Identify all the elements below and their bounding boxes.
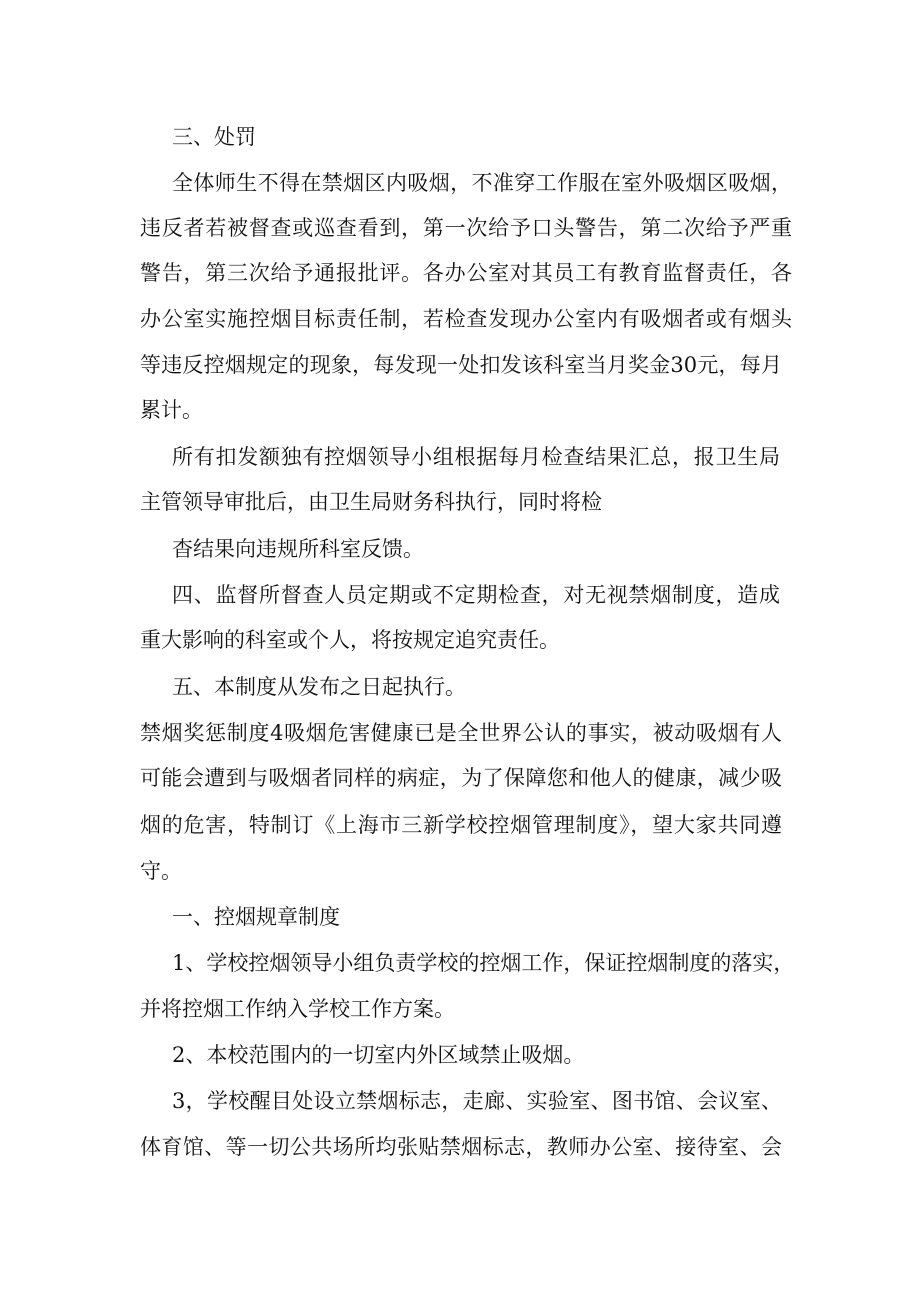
paragraph-line: 主管领导审批后，由卫生局财务科执行，同时将检 — [140, 490, 602, 514]
paragraph-line: 杳结果向违规所科室反馈。 — [172, 537, 424, 561]
paragraph-line: 1、学校控烟领导小组负责学校的控烟工作，保证控烟制度的落实， — [172, 951, 795, 975]
paragraph-line: 2、本校范围内的一切室内外区域禁止吸烟。 — [172, 1043, 585, 1067]
paragraph-line: 3，学校醒目处设立禁烟标志，走廊、实验室、图书馆、会议室、 — [172, 1089, 782, 1113]
paragraph-line: 警告，第三次给予通报批评。各办公室对其员工有教育监督责任，各 — [140, 261, 792, 285]
paragraph-line: 烟的危害，特制订《上海市三新学校控烟管理制度》，望大家共同遵 — [140, 813, 782, 837]
paragraph-line: 等违反控烟规定的现象，每发现一处扣发该科室当月奖金30元，每月 — [140, 353, 782, 377]
paragraph-line: 五、本制度从发布之日起执行。 — [172, 675, 466, 699]
paragraph-line: 禁烟奖惩制度4吸烟危害健康已是全世界公认的事实，被动吸烟有人 — [140, 721, 782, 745]
paragraph-line: 体育馆、等一切公共场所均张贴禁烟标志，教师办公室、接待室、会 — [140, 1135, 782, 1159]
paragraph-line: 所有扣发额独有控烟领导小组根据每月检查结果汇总，报卫生局 — [172, 445, 780, 469]
paragraph-line: 四、监督所督查人员定期或不定期检查，对无视禁烟制度，造成 — [172, 583, 780, 607]
paragraph-line: 守。 — [140, 859, 182, 883]
paragraph-line: 累计。 — [140, 398, 203, 422]
paragraph-line: 重大影响的科室或个人，将按规定追究责任。 — [140, 628, 560, 652]
paragraph-line: 违反者若被督查或巡查看到，第一次给予口头警告，第二次给予严重 — [140, 216, 792, 240]
paragraph-line: 办公室实施控烟目标责任制，若检查发现办公室内有吸烟者或有烟头 — [140, 307, 792, 331]
paragraph-line: 并将控烟工作纳入学校工作方案。 — [140, 997, 455, 1021]
section-heading-rules: 一、控烟规章制度 — [172, 905, 340, 929]
paragraph-line: 全体师生不得在禁烟区内吸烟，不准穿工作服在室外吸烟区吸烟， — [172, 171, 792, 195]
section-heading-penalty: 三、处罚 — [172, 125, 256, 149]
paragraph-line: 可能会遭到与吸烟者同样的病症，为了保障您和他人的健康，减少吸 — [140, 766, 782, 790]
